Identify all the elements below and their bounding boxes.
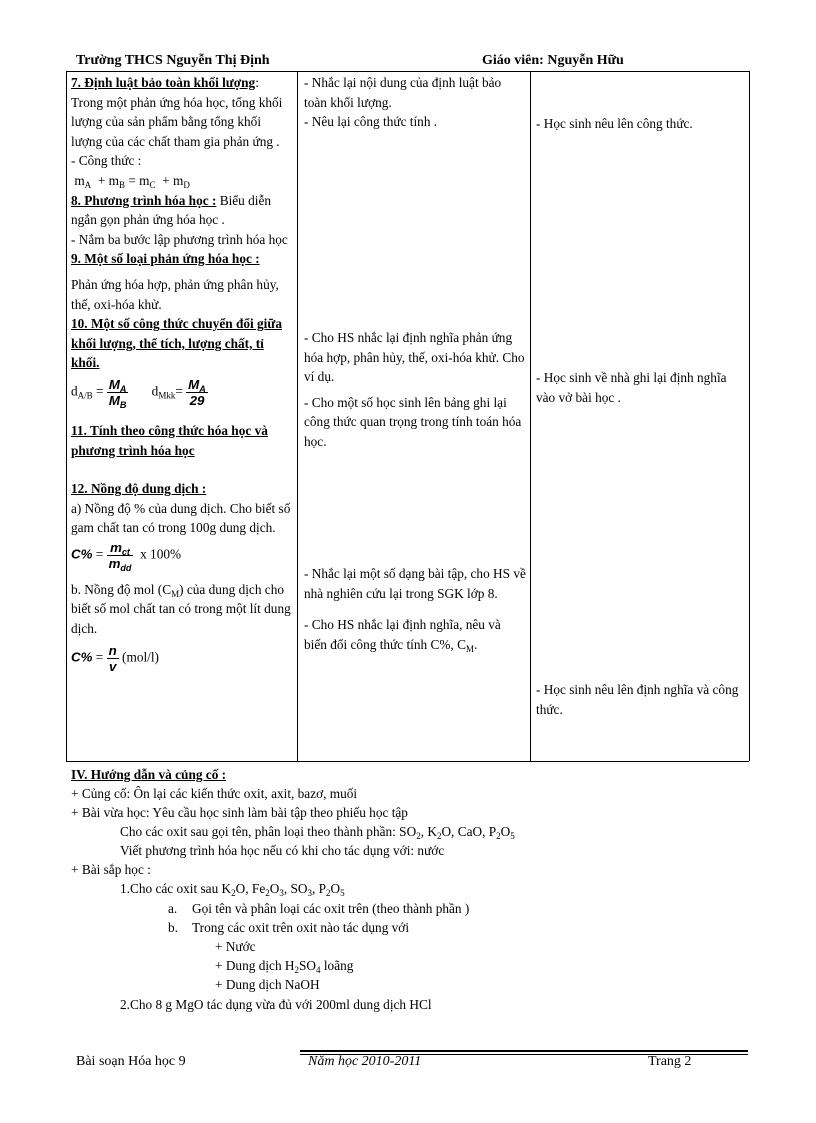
molar-concentration-formula: C% = $\frac{n}{v}$ (mol/l) (71, 642, 159, 674)
table-right-border (749, 71, 750, 761)
line-exercise-1a-mark: a. (168, 901, 178, 916)
table-left-border (66, 71, 67, 761)
activity-6-end: . (473, 636, 478, 652)
activity-1: - Nhắc lại nội dung của định luật bảo toàn khối lượng. (304, 75, 502, 110)
footer-left: Bài soạn Hóa học 9 (76, 1054, 186, 1069)
section-8-note: - Nắm ba bước lập phương trình hóa học (71, 231, 288, 247)
fraction-n-v: $\frac{n}{v}$ (108, 642, 117, 674)
activity-5: - Nhắc lại một số dạng bài tập, cho HS về nhà nghiên cứu lại trong SGK lớp 8. (304, 566, 526, 601)
student-activity-2: - Học sinh về nhà ghi lại định nghĩa vào vở bài học . (536, 370, 727, 405)
line-write-equations: Viết phương trình hóa học nếu có khi cho tác dụng với: nước (120, 843, 445, 858)
line-exercise-1: 1.Cho các oxit sau $K_2O$, $Fe_2O_3$, $SO_3$, $P_2O_5$ (120, 881, 345, 898)
line-h2so4-post: loãng (323, 958, 354, 973)
table-top-border (66, 71, 749, 72)
activity-group-3 (304, 564, 526, 654)
table-divider-1 (297, 71, 298, 761)
activity-2: - Nêu lại công thức tính . (304, 114, 438, 130)
section-9-body: Phản ứng hóa hợp, phản ứng phân hủy, thế, oxi-hóa khử. (71, 276, 279, 312)
section-9-title: 9. Một số loại phản ứng hóa học : (71, 251, 260, 267)
section-11-title: 11. Tính theo công thức hóa học và phương trình hóa học (71, 422, 268, 458)
line-exercise-1b-mark: b. (168, 920, 178, 935)
percent-concentration-formula: C% = $\frac{m_{ct}}{m_{dd}}$ x 100% (71, 539, 182, 573)
fraction-ma-29: $\frac{M_A}{29}$ (188, 376, 206, 408)
line-exercise-1-text: 1.Cho các oxit sau (120, 881, 219, 896)
teacher-activity-column (304, 73, 526, 132)
section-7-body: : Trong một phản ứng hóa học, tổng khối lượng của sản phẩm bằng tổng khối lượng của các chất tham gia phản ứng . (71, 75, 283, 149)
footer-center: Năm học 2010-2011 (308, 1054, 422, 1069)
times-100-percent: x 100% (140, 546, 182, 562)
section-4-title: IV. Hướng dẫn và củng cố : (71, 767, 227, 782)
line-oxides-classify-text: Cho các oxit sau gọi tên, phân loại theo thành phần: (120, 824, 396, 839)
section-12a: a) Nồng độ % của dung dịch. Cho biết số gam chất tan có trong 100g dung dịch. (71, 500, 291, 536)
section-12b: b. Nồng độ mol $(C_M)$ của dung dịch cho biết số mol chất tan có trong một lít dung dịch. (71, 581, 291, 637)
line-oxides-classify: Cho các oxit sau gọi tên, phân loại theo thành phần: $SO_2$, $K_2O$, CaO, $P_2O_5$ (120, 824, 515, 841)
line-homework: + Bài vừa học: Yêu cầu học sinh làm bài tập theo phiếu học tập (71, 805, 408, 820)
content-column (71, 73, 293, 674)
section-8 (71, 191, 293, 230)
section-10-title: 10. Một số công thức chuyển đổi giữa khối lượng, thể tích, lượng chất, tỉ khối. (71, 316, 282, 371)
section-7-formula-label: - Công thức : (71, 153, 142, 169)
line-naoh: + Dung dịch NaOH (215, 977, 320, 992)
section-12b-pre: b. Nồng độ mol (C (71, 581, 172, 597)
table-divider-2 (530, 71, 531, 761)
activity-group-2 (304, 328, 526, 452)
cpct-symbol-2: C% (71, 649, 93, 665)
mass-conservation-formula: $m_A + m_B = m_C + m_D$ (71, 172, 190, 190)
section-12-title: 12. Nồng độ dung dịch : (71, 481, 207, 497)
line-water: + Nước (215, 939, 256, 954)
line-exercise-1a: Gọi tên và phân loại các oxit trên (theo thành phần ) (192, 901, 470, 916)
school-name: Trường THCS Nguyễn Thị Định (76, 53, 270, 68)
mol-unit: (mol/l) (122, 649, 159, 665)
activity-6: - Cho HS nhắc lại định nghĩa, nêu và biến đổi công thức tính C%, $C_M$. (304, 617, 501, 654)
footer-rule-thick (300, 1050, 748, 1052)
section-8-title: 8. Phương trình hóa học : (71, 192, 217, 208)
student-activity-1: - Học sinh nêu lên công thức. (536, 116, 693, 131)
table-bottom-border (66, 761, 749, 762)
line-exercise-2: 2.Cho 8 g MgO tác dụng vừa đủ với 200ml dung dịch HCl (120, 997, 432, 1012)
activity-6-text: - Cho HS nhắc lại định nghĩa, nêu và biến đổi công thức tính C%, C (304, 617, 501, 652)
teacher-name: Giáo viên: Nguyễn Hữu (482, 53, 624, 68)
line-exercise-1b: Trong các oxit trên oxit nào tác dụng với (192, 920, 410, 935)
student-activity-3: - Học sinh nêu lên định nghĩa và công thức. (536, 682, 739, 717)
section-8-body: Biểu diễn ngắn gọn phản ứng hóa học . (71, 192, 272, 228)
density-formulas: $d_{A/B}$ = $\frac{M_A}{M_B}$ $d_{Mkk}=$ $\frac{M_A}{29}$ (71, 376, 206, 410)
cpct-symbol: C% (71, 546, 93, 562)
footer-page: Trang 2 (648, 1054, 692, 1069)
line-review: + Củng cố: Ôn lại các kiến thức oxit, axit, bazơ, muối (71, 786, 358, 801)
fraction-ma-mb: $\frac{M_A}{M_B}$ (108, 376, 127, 410)
activity-3: - Cho HS nhắc lại định nghĩa phản ứng hóa hợp, phân hủy, thế, oxi-hóa khử. Cho ví dụ. (304, 330, 525, 385)
fraction-mct-mdd: $\frac{m_{ct}}{m_{dd}}$ (108, 539, 132, 573)
section-12b-post: ) của dung dịch cho biết số mol chất tan có trong một lít dung dịch. (71, 581, 291, 637)
line-next-lesson: + Bài sắp học : (71, 862, 151, 877)
line-h2so4-pre: + Dung dịch (215, 958, 282, 973)
section-7-title: 7. Định luật bảo toàn khối lượng (71, 75, 256, 90)
section-7 (71, 73, 293, 151)
activity-4: - Cho một số học sinh lên bảng ghi lại công thức quan trọng trong tính toán hóa học. (304, 394, 522, 449)
line-h2so4: + Dung dịch $H_2SO_4$ loãng (215, 958, 354, 975)
